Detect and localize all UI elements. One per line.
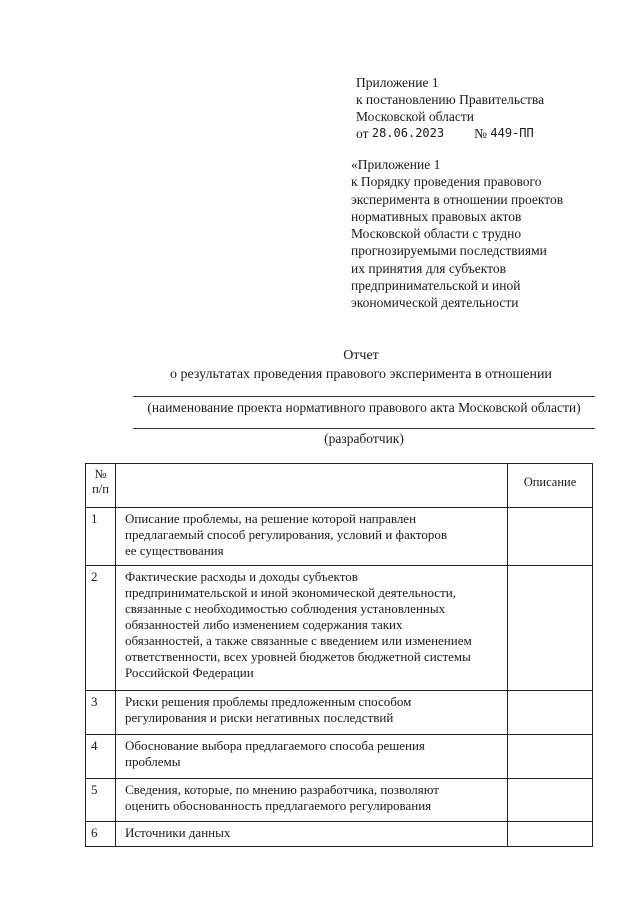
order-line: эксперимента в отношении проектов xyxy=(351,191,564,207)
appendix-header xyxy=(356,74,544,142)
row-number: 5 xyxy=(86,779,116,822)
act-name-underline xyxy=(133,396,595,397)
number-prefix: № xyxy=(474,126,487,141)
row-text-line: Обоснование выбора предлагаемого способа решения xyxy=(125,738,425,753)
row-description xyxy=(116,735,508,779)
row-text-line: Фактические расходы и доходы субъектов xyxy=(125,569,358,584)
appendix-title: Приложение 1 xyxy=(356,75,439,90)
table-row xyxy=(86,691,593,735)
table-row xyxy=(86,508,593,566)
developer-caption: (разработчик) xyxy=(324,431,404,446)
order-line: к Порядку проведения правового xyxy=(351,174,542,190)
table-row xyxy=(86,779,593,822)
row-value-cell xyxy=(508,691,593,735)
order-line: нормативных правовых актов xyxy=(351,208,522,224)
date-prefix: от xyxy=(356,126,369,141)
row-description xyxy=(116,822,508,847)
row-value-cell xyxy=(508,566,593,691)
row-text-line: ответственности, всех уровней бюджетов бюджетной системы xyxy=(125,649,471,664)
row-value-cell xyxy=(508,822,593,847)
row-text-line: предлагаемый способ регулирования, условий и факторов xyxy=(125,527,448,542)
act-name-caption: (наименование проекта нормативного правового акта Московской области) xyxy=(147,400,581,415)
row-text-line: Описание проблемы, на решение которой направлен xyxy=(125,511,417,526)
col-header-desc xyxy=(116,464,508,508)
row-text-line: Источники данных xyxy=(125,825,231,840)
row-value-cell xyxy=(508,735,593,779)
row-number: 1 xyxy=(86,508,116,566)
appendix-resolution-ref: к постановлению Правительства xyxy=(356,92,545,107)
row-description xyxy=(116,566,508,691)
row-description xyxy=(116,779,508,822)
row-text-line: предпринимательской и иной экономической деятельности, xyxy=(125,585,456,600)
row-value-cell xyxy=(508,779,593,822)
row-text-line: Российской Федерации xyxy=(125,665,254,680)
col-header-num-text: № п/п xyxy=(92,467,109,496)
report-title-line1: Отчет xyxy=(343,348,379,363)
resolution-date: 28.06.2023 xyxy=(371,126,445,140)
row-text-line: проблемы xyxy=(125,754,181,769)
report-title-line2: о результатах проведения правового эксперимента в отношении xyxy=(170,367,552,382)
row-description xyxy=(116,691,508,735)
row-text-line: регулирования и риски негативных последствий xyxy=(125,710,394,725)
order-line: их принятия для субъектов xyxy=(351,260,506,276)
col-header-value: Описание xyxy=(508,464,593,508)
order-line: экономической деятельности xyxy=(351,295,519,311)
row-text-line: оценить обоснованность предлагаемого регулирования xyxy=(125,798,432,813)
appendix-order-header xyxy=(351,156,563,312)
order-line: «Приложение 1 xyxy=(351,157,441,172)
col-header-num xyxy=(86,464,116,508)
row-text-line: ее существования xyxy=(125,543,224,558)
table-row xyxy=(86,566,593,691)
row-text-line: связанные с необходимостью соблюдения установленных xyxy=(125,601,446,616)
table-row xyxy=(86,822,593,847)
order-line: прогнозируемыми последствиями xyxy=(351,243,547,259)
appendix-date-number xyxy=(356,125,544,142)
row-number: 4 xyxy=(86,735,116,779)
row-number: 2 xyxy=(86,566,116,691)
table-row xyxy=(86,735,593,779)
order-line: Московской области с трудно xyxy=(351,226,522,242)
row-text-line: Риски решения проблемы предложенным способом xyxy=(125,694,412,709)
row-number: 3 xyxy=(86,691,116,735)
report-table xyxy=(85,463,593,847)
appendix-region: Московской области xyxy=(356,109,475,124)
row-description xyxy=(116,508,508,566)
resolution-number: 449-ПП xyxy=(490,126,534,140)
developer-underline xyxy=(133,428,595,429)
row-number: 6 xyxy=(86,822,116,847)
row-text-line: Сведения, которые, по мнению разработчика, позволяют xyxy=(125,782,439,797)
table-header-row xyxy=(86,464,593,508)
row-value-cell xyxy=(508,508,593,566)
order-line: предпринимательской и иной xyxy=(351,278,521,294)
row-text-line: обязанностей либо изменением содержания таких xyxy=(125,617,403,632)
row-text-line: обязанностей, а также связанные с введением или изменением xyxy=(125,633,472,648)
